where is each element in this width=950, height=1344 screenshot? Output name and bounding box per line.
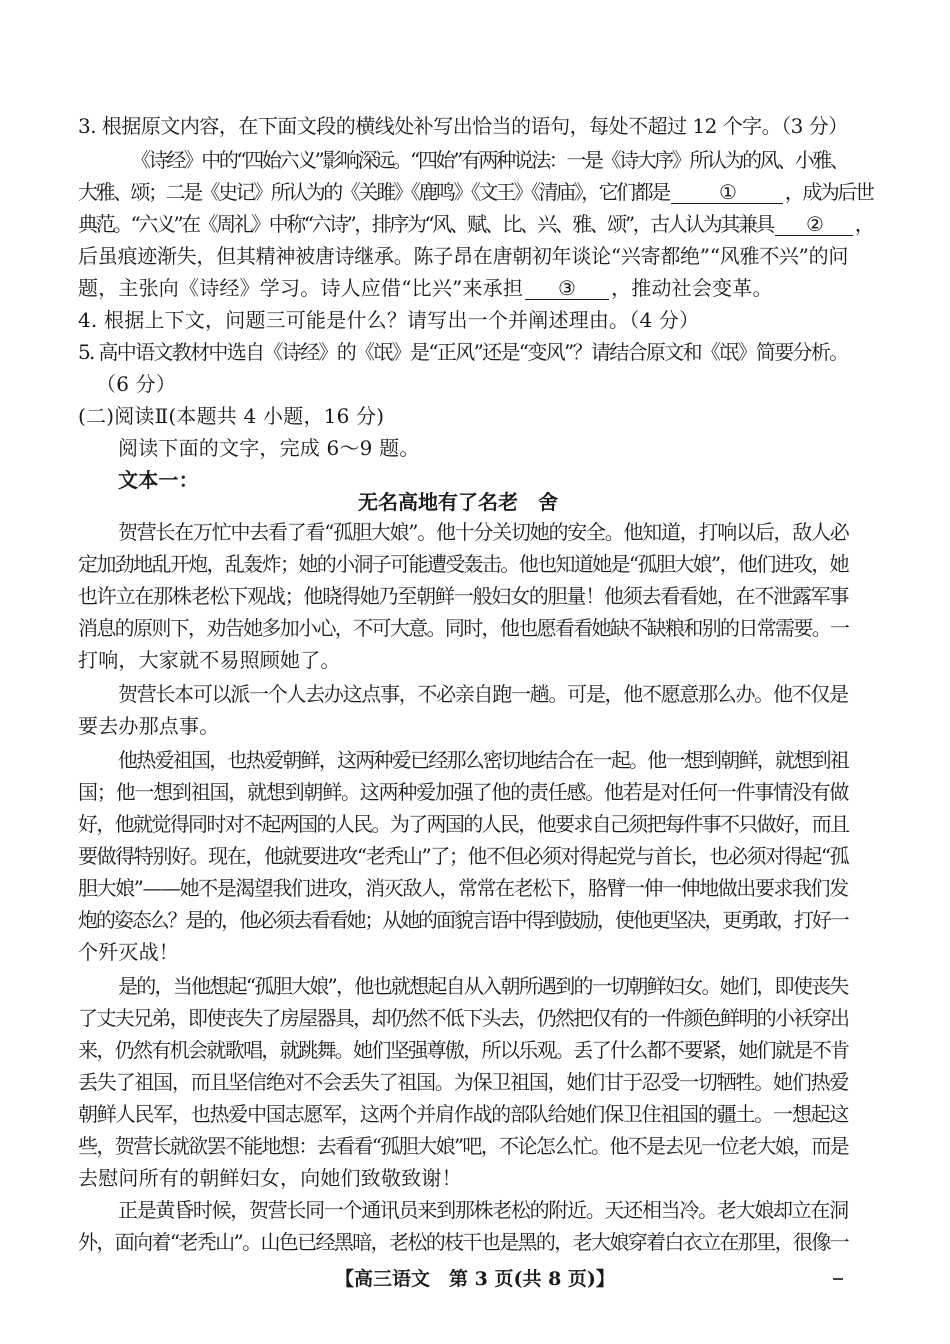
article-line: 他热爱祖国，也热爱朝鲜，这两种爱已经那么密切地结合在一起。他一想到朝鲜，就想到祖: [118, 748, 848, 772]
article-line: 定加劲地乱开炮，乱轰炸；她的小洞子可能遭受轰击。他也知道她是“孤胆大娘”，他们进攻，她: [78, 552, 849, 576]
article-line: 胆大娘”——她不是渴望我们进攻，消灭敌人，常常在老松下，胳臂一伸一伸地做出要求我们发: [78, 876, 848, 900]
article-line: 贺营长本可以派一个人去办这点事，不必亲自跑一趟。可是，他不愿意那么办。他不仅是: [118, 682, 848, 706]
text-span: ，: [854, 212, 873, 236]
fill-blank-2[interactable]: ②: [775, 213, 853, 236]
article-line: 国；他一想到祖国，就想到朝鲜。这两种爱加强了他的责任感。他若是对任何一件事情没有做: [78, 780, 849, 804]
article-line: 是的，当他想起“孤胆大娘”，他也就想起自从入朝所遇到的一切朝鲜妇女。她们，即使丧失: [118, 974, 848, 998]
fill-blank-1[interactable]: ①: [671, 181, 783, 204]
article-line: 贺营长在万忙中去看了看“孤胆大娘”。他十分关切她的安全。他知道，打响以后，敌人必: [118, 520, 849, 544]
article-title: 无名高地有了名: [358, 490, 498, 514]
article-line: 去慰问所有的朝鲜妇女，向她们致敬致谢！: [78, 1166, 462, 1190]
text-span: ，成为后世: [784, 180, 873, 204]
article-line: 丢失了祖国，而且坚信绝对不会丢失了祖国。为保卫祖国，她们甘于忍受一切牺牲。她们热爱: [78, 1070, 849, 1094]
article-line: 好，他就觉得同时对不起两国的人民。为了两国的人民，他要求自己须把每件事不只做好，而且: [78, 812, 849, 836]
text-span: ，推动社会变革。: [611, 276, 773, 300]
article-line: 要去办那点事。: [78, 714, 220, 738]
article-line: 个歼灭战！: [78, 940, 179, 964]
section-instruction: 阅读下面的文字，完成 6～9 题。: [118, 436, 420, 460]
article-line: 消息的原则下，劝告她多加小心，不可大意。同时，他也愿看看她缺不缺粮和别的日常需要。一: [78, 616, 849, 640]
article-line: 些，贺营长就欲罢不能地想：去看看“孤胆大娘”吧，不论怎么忙。他不是去见一位老大娘，而是: [78, 1134, 849, 1158]
article-line: 要做得特别好。现在，他就要进攻“老秃山”了；他不但必须对得起党与首长，也必须对得起“孤: [78, 844, 849, 868]
q3-passage-line: 后虽痕迹渐失，但其精神被唐诗继承。陈子昂在唐朝初年谈论“兴寄都绝”“风雅不兴”的问: [78, 244, 849, 268]
article-line: 来，仍然有机会就歌唱，就跳舞。她们坚强尊傲，所以乐观。丢了什么都不要紧，她们就是不肯: [78, 1038, 849, 1062]
article-line: 正是黄昏时候，贺营长同一个通讯员来到那株老松的附近。天还相当冷。老大娘却立在洞: [118, 1198, 848, 1222]
q3-passage-line: [78, 210, 872, 238]
section-heading: (二)阅读Ⅱ(本题共 4 小题，16 分): [78, 404, 385, 428]
article-line: 朝鲜人民军，也热爱中国志愿军，这两个并肩作战的部队给她们保卫住祖国的疆土。一想起这: [78, 1102, 849, 1126]
page-footer: 【高三语文 第 3 页(共 8 页)】: [335, 1268, 615, 1290]
q4-text: 4. 根据上下文，问题三可能是什么？请写出一个并阐述理由。（4 分）: [78, 308, 700, 332]
q5-score: （6 分）: [96, 372, 177, 396]
article-line: 炮的姿态么？是的，他必须去看看她；从她的面貌言语中得到鼓励，使他更坚决，更勇敢，打好一: [78, 908, 848, 932]
q3-passage-line: 《诗经》中的“四始六义”影响深远。“四始”有两种说法：一是《诗大序》所认为的风、小雅、: [131, 148, 848, 172]
article-line: 打响，大家就不易照顾她了。: [78, 648, 341, 672]
article-line: 也许立在那株老松下观战；他晓得她乃至朝鲜一般妇女的胆量！他须去看看她，在不泄露军事: [78, 584, 849, 608]
article-line: 外，面向着“老秃山”。山色已经黑暗，老松的枝干也是黑的，老大娘穿着白衣立在那里，很像一: [78, 1230, 849, 1254]
q3-heading: 3. 根据原文内容，在下面文段的横线处补写出恰当的语句，每处不超过 12 个字。（3 分）: [78, 114, 848, 138]
fill-blank-3[interactable]: ③: [525, 277, 609, 300]
text-label: 文本一：: [118, 468, 199, 492]
text-span: 大雅、颂；二是《史记》所认为的《关雎》《鹿鸣》《文王》《清庙》，它们都是: [78, 180, 669, 204]
text-span: 题，主张向《诗经》学习。诗人应借“比兴”来承担: [78, 276, 524, 300]
q3-passage-line: [78, 274, 773, 302]
q5-text: 5. 高中语文教材中选自《诗经》的《氓》是“正风”还是“变风”？请结合原文和《氓》简要分析。: [78, 340, 848, 364]
q3-passage-line: [78, 178, 872, 206]
scan-mark: [833, 1278, 843, 1280]
text-span: 典范。“六义”在《周礼》中称“六诗”，排序为“风、赋、比、兴、雅、颂”，古人认为其兼具: [78, 212, 773, 236]
article-line: 了丈夫兄弟，即使丧失了房屋器具，却仍然不低下头去，仍然把仅有的一件颜色鲜明的小袄穿出: [78, 1006, 849, 1030]
article-author: 老 舍: [498, 490, 558, 514]
